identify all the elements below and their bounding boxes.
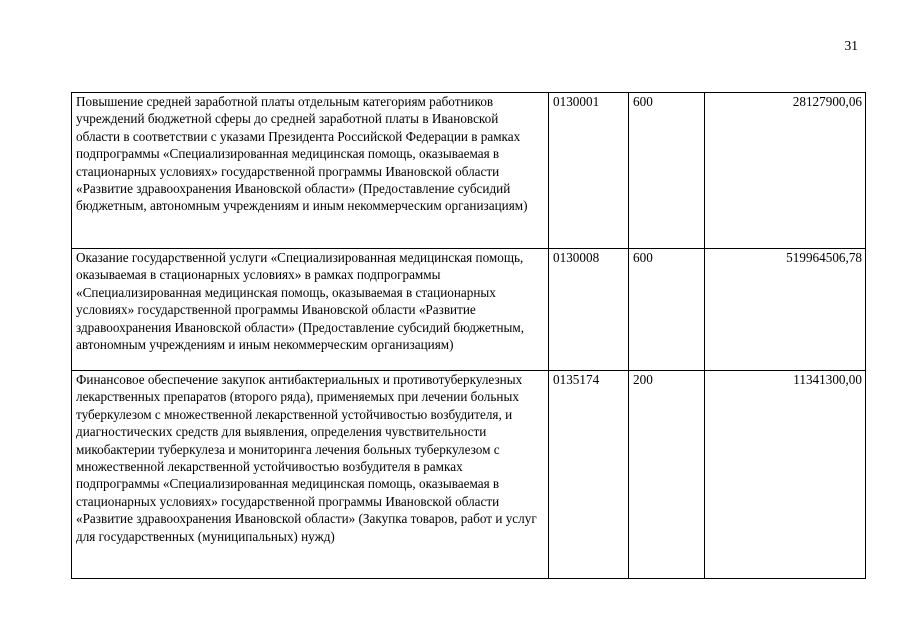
row-amount: 11341300,00 (705, 371, 866, 579)
row-description: Финансовое обеспечение закупок антибактериальных и противотуберкулезных лекарственных препаратов (второго ряда), применяемых при лечении больных туберкулезом с множественной лекарственной устойчивостью возбудителя, и диагностических средств для выявления, определения чувствительности микобактерии туберкулеза и мониторинга лечения больных туберкулезом с множественной лекарственной устойчивостью возбудителя в рамках подпрограммы «Специализированная медицинская помощь, оказываемая в стационарных условиях» государственной программы Ивановской области «Развитие здравоохранения Ивановской области» (Закупка товаров, работ и услуг для государственных (муниципальных) нужд) (72, 371, 549, 579)
row-description: Оказание государственной услуги «Специализированная медицинская помощь, оказываемая в стационарных условиях» в рамках подпрограммы «Специализированная медицинская помощь, оказываемая в стационарных условиях» государственной программы Ивановской области «Развитие здравоохранения Ивановской области» (Предоставление субсидий бюджетным, автономным учреждениям и иным некоммерческим организациям) (72, 249, 549, 371)
table-row (72, 93, 866, 249)
page-number: 31 (844, 38, 858, 53)
row-expense-type: 600 (629, 249, 705, 371)
row-description: Повышение средней заработной платы отдельным категориям работников учреждений бюджетной сферы до средней заработной платы в Ивановской области в соответствии с указами Президента Российской Федерации в рамках подпрограммы «Специализированная медицинская помощь, оказываемая в стационарных условиях» государственной программы Ивановской области «Развитие здравоохранения Ивановской области» (Предоставление субсидий бюджетным, автономным учреждениям и иным некоммерческим организациям) (72, 93, 549, 249)
budget-table (71, 92, 866, 579)
row-expense-type: 200 (629, 371, 705, 579)
row-amount: 28127900,06 (705, 93, 866, 249)
row-expense-type: 600 (629, 93, 705, 249)
row-target-code: 0130008 (549, 249, 629, 371)
table-row (72, 371, 866, 579)
row-target-code: 0130001 (549, 93, 629, 249)
table-row (72, 249, 866, 371)
row-amount: 519964506,78 (705, 249, 866, 371)
row-target-code: 0135174 (549, 371, 629, 579)
